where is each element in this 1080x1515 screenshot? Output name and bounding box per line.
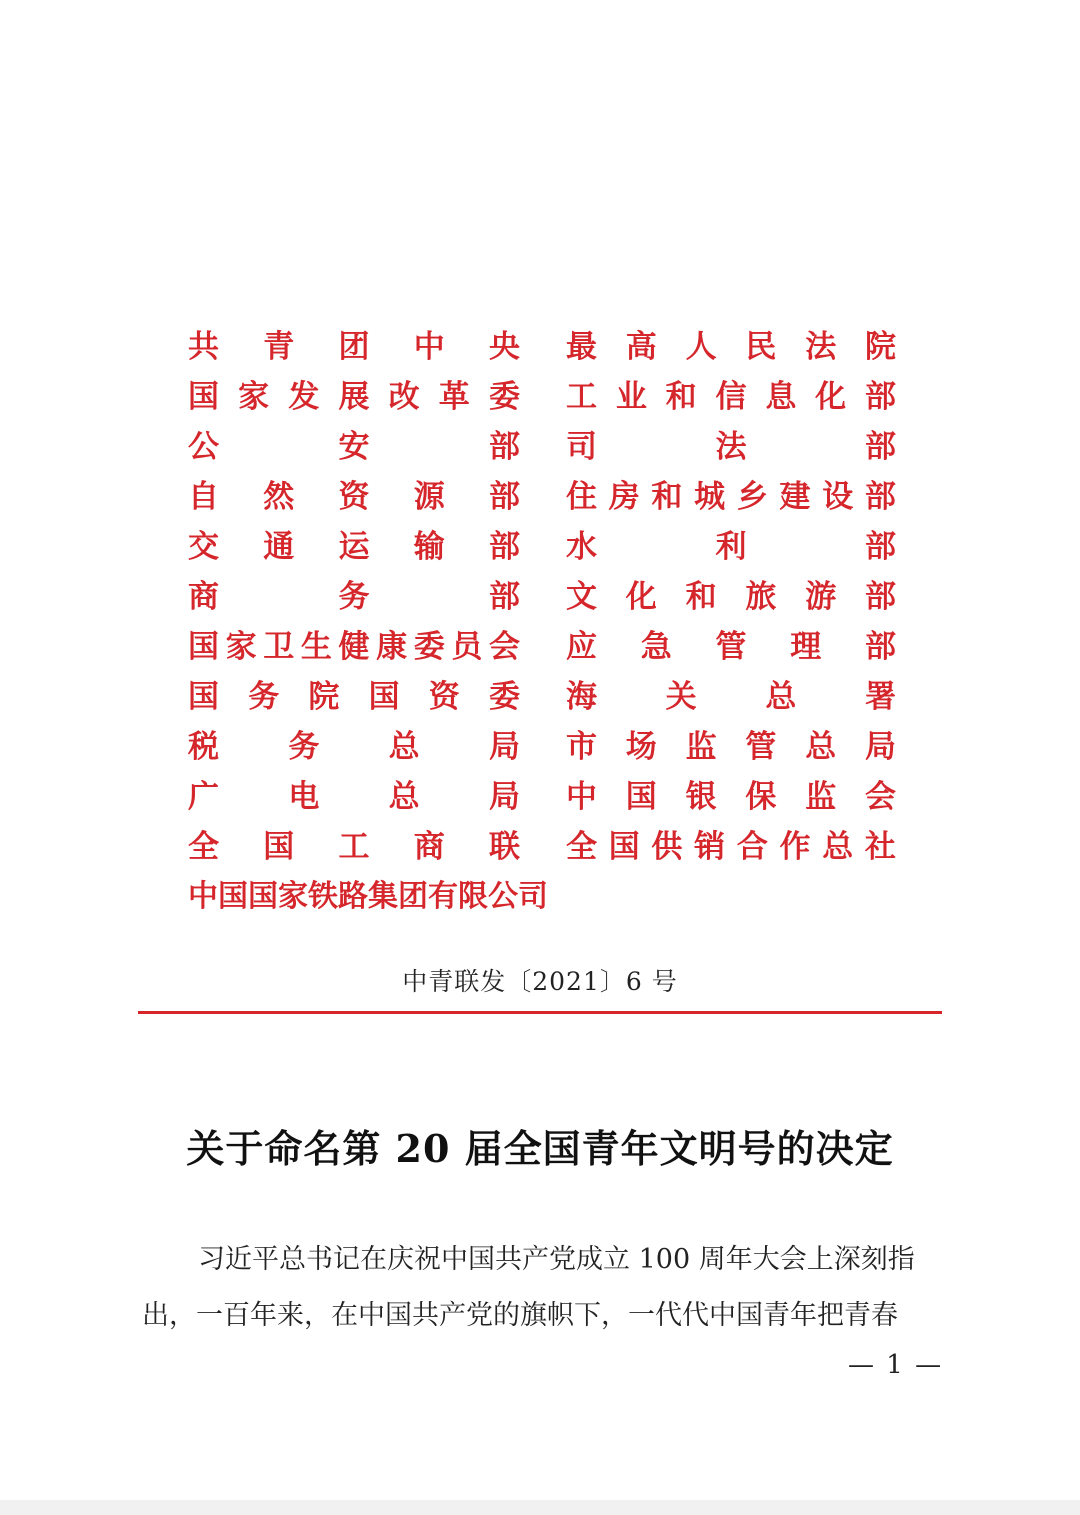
issuer-left: 公 安 部 <box>188 429 520 465</box>
issuer-right: 海 关 总 署 <box>566 679 896 715</box>
body-text <box>142 1232 940 1344</box>
document-title: 关于命名第 20 届全国青年文明号的决定 <box>186 1126 894 1171</box>
issuer-row <box>188 822 898 872</box>
issuer-left: 共 青 团 中 央 <box>188 329 520 365</box>
issuer-left: 自 然 资 源 部 <box>188 479 520 515</box>
issuer-left: 税 务 总 局 <box>188 729 520 765</box>
body-line: 习近平总书记在庆祝中国共产党成立 100 周年大会上深刻指 <box>198 1244 915 1275</box>
issuer-left: 交 通 运 输 部 <box>188 529 520 565</box>
issuer-row <box>188 672 898 722</box>
issuer-right: 住 房 和 城 乡 建 设 部 <box>566 479 896 515</box>
issuer-left: 国 家 发 展 改 革 委 <box>188 379 520 415</box>
issuer-right: 市 场 监 管 总 局 <box>566 729 896 765</box>
issuer-right: 司 法 部 <box>566 429 896 465</box>
issuer-left: 中 国 国 家 铁 路 集 团 有 限 公 司 <box>188 879 548 914</box>
red-separator-line <box>138 1011 942 1014</box>
issuer-right: 文 化 和 旅 游 部 <box>566 579 896 615</box>
issuer-row <box>188 572 898 622</box>
issuer-row <box>188 722 898 772</box>
issuer-right: 应 急 管 理 部 <box>566 629 896 665</box>
issuer-row <box>188 872 898 922</box>
issuer-row <box>188 422 898 472</box>
issuer-right: 中 国 银 保 监 会 <box>566 779 896 815</box>
issuer-right: 工 业 和 信 息 化 部 <box>566 379 896 415</box>
issuer-row <box>188 522 898 572</box>
document-number: 中青联发〔2021〕6 号 <box>402 967 678 996</box>
page-number: — 1 — <box>848 1350 944 1380</box>
body-line: 出，一百年来，在中国共产党的旗帜下，一代代中国青年把青春 <box>142 1300 898 1331</box>
issuer-row <box>188 372 898 422</box>
issuer-row <box>188 622 898 672</box>
issuer-left: 商 务 部 <box>188 579 520 615</box>
issuer-row <box>188 322 898 372</box>
issuer-left: 广 电 总 局 <box>188 779 520 815</box>
issuer-right: 最 高 人 民 法 院 <box>566 329 896 365</box>
issuer-left: 全 国 工 商 联 <box>188 829 520 865</box>
issuer-block <box>188 322 898 922</box>
issuer-left: 国 务 院 国 资 委 <box>188 679 520 715</box>
issuer-row <box>188 772 898 822</box>
page-bottom-edge <box>0 1500 1080 1515</box>
issuer-right: 水 利 部 <box>566 529 896 565</box>
issuer-left: 国 家 卫 生 健 康 委 员 会 <box>188 629 520 665</box>
issuer-row <box>188 472 898 522</box>
issuer-right: 全 国 供 销 合 作 总 社 <box>566 829 896 865</box>
